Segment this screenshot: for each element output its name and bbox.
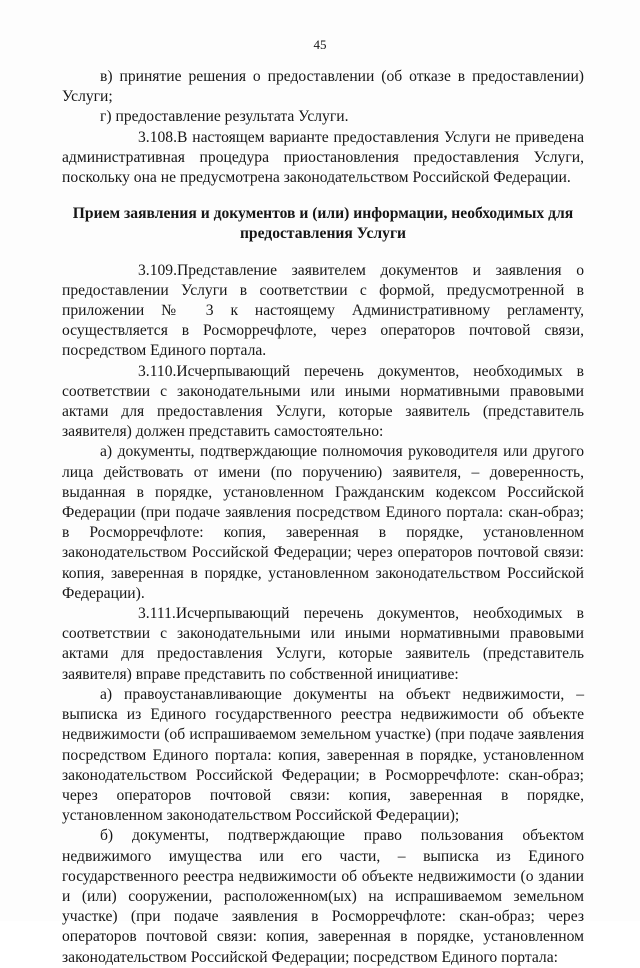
paragraph — [62, 261, 584, 362]
clause-number: 3.110. — [138, 362, 177, 380]
paragraph — [62, 826, 584, 967]
paragraph — [62, 604, 584, 685]
document-body — [62, 67, 584, 968]
paragraph-text: б) документы, подтверждающие право пользования объектом недвижимого имущества или его части, – выписка из Единого государственного реестра недвижимости об объекте недвижимости (о здании и (или) сооружении, расположенном(ых) на испрашиваемом земельном участке) (при подаче заявления в Росморречфлоте: скан-образ; через операторов почтовой связи: копия, заверенная в порядке, установленном законодательством Российской Федерации; посредством Единого портала: — [62, 827, 584, 966]
paragraph-text: а) правоустанавливающие документы на объект недвижимости, – выписка из Единого государственного реестра недвижимости об объекте недвижимости (об испрашиваемом земельном участке) (при подаче заявления посредством Единого портала: копия, заверенная в порядке, установленном законодательством Российской Федерации; в Росморречфлоте: скан-образ; через операторов почтовой связи: копия, заверенная в порядке, установленном законодательством Российской Федерации); — [62, 685, 584, 825]
paragraph — [62, 107, 584, 127]
paragraph — [62, 67, 584, 107]
paragraph — [62, 362, 584, 443]
paragraph-text: а) документы, подтверждающие полномочия руководителя или другого лица действовать от имени (по поручению) заявителя, – доверенность, выданная в порядке, установленном Гражданским кодексом Российской Федерации (при подаче заявления посредством Единого портала: скан-образ; в Росморречфлоте: копия, заверенная в порядке, установленном законодательством Российской Федерации; через операторов почтовой связи: копия, заверенная в порядке, установленном законодательством Российской Федерации). — [62, 443, 584, 602]
clause-number: 3.109. — [138, 261, 177, 279]
paragraph-group-top — [62, 67, 584, 188]
paragraph-group-bottom — [62, 261, 584, 968]
clause-number: 3.108. — [138, 128, 177, 146]
paragraph-text: Представление заявителем документов и заявления о предоставлении Услуги в соответствии с формой, предусмотренной в приложении № 3 к настоящему Административному регламенту, осуществляется в Росморречфлоте, через операторов почтовой связи, посредством Единого портала. — [62, 261, 584, 360]
clause-number: 3.111. — [138, 605, 176, 623]
page-number: 45 — [313, 37, 327, 52]
paragraph-text: Исчерпывающий перечень документов, необходимых в соответствии с законодательными или иными нормативными правовыми актами для предоставления Услуги, которые заявитель (представитель заявителя) должен представить самостоятельно: — [62, 362, 584, 441]
paragraph — [62, 685, 584, 826]
paragraph — [62, 442, 584, 604]
paragraph-text: В настоящем варианте предоставления Услуги не приведена административная процедура приостановления предоставления Услуги, поскольку она не предусмотрена законодательством Российской Федерации. — [62, 128, 584, 187]
paragraph-text: в) принятие решения о предоставлении (об отказе в предоставлении) Услуги; — [62, 68, 584, 106]
paragraph — [62, 128, 584, 189]
paragraph-text: г) предоставление результата Услуги. — [100, 108, 349, 126]
paragraph-text: Исчерпывающий перечень документов, необходимых в соответствии с законодательными или иными нормативными правовыми актами для предоставления Услуги, которые заявитель (представитель заявителя) вправе представить по собственной инициативе: — [62, 605, 584, 683]
section-heading: Прием заявления и документов и (или) информации, необходимых для предоставления Услуги — [72, 205, 574, 243]
